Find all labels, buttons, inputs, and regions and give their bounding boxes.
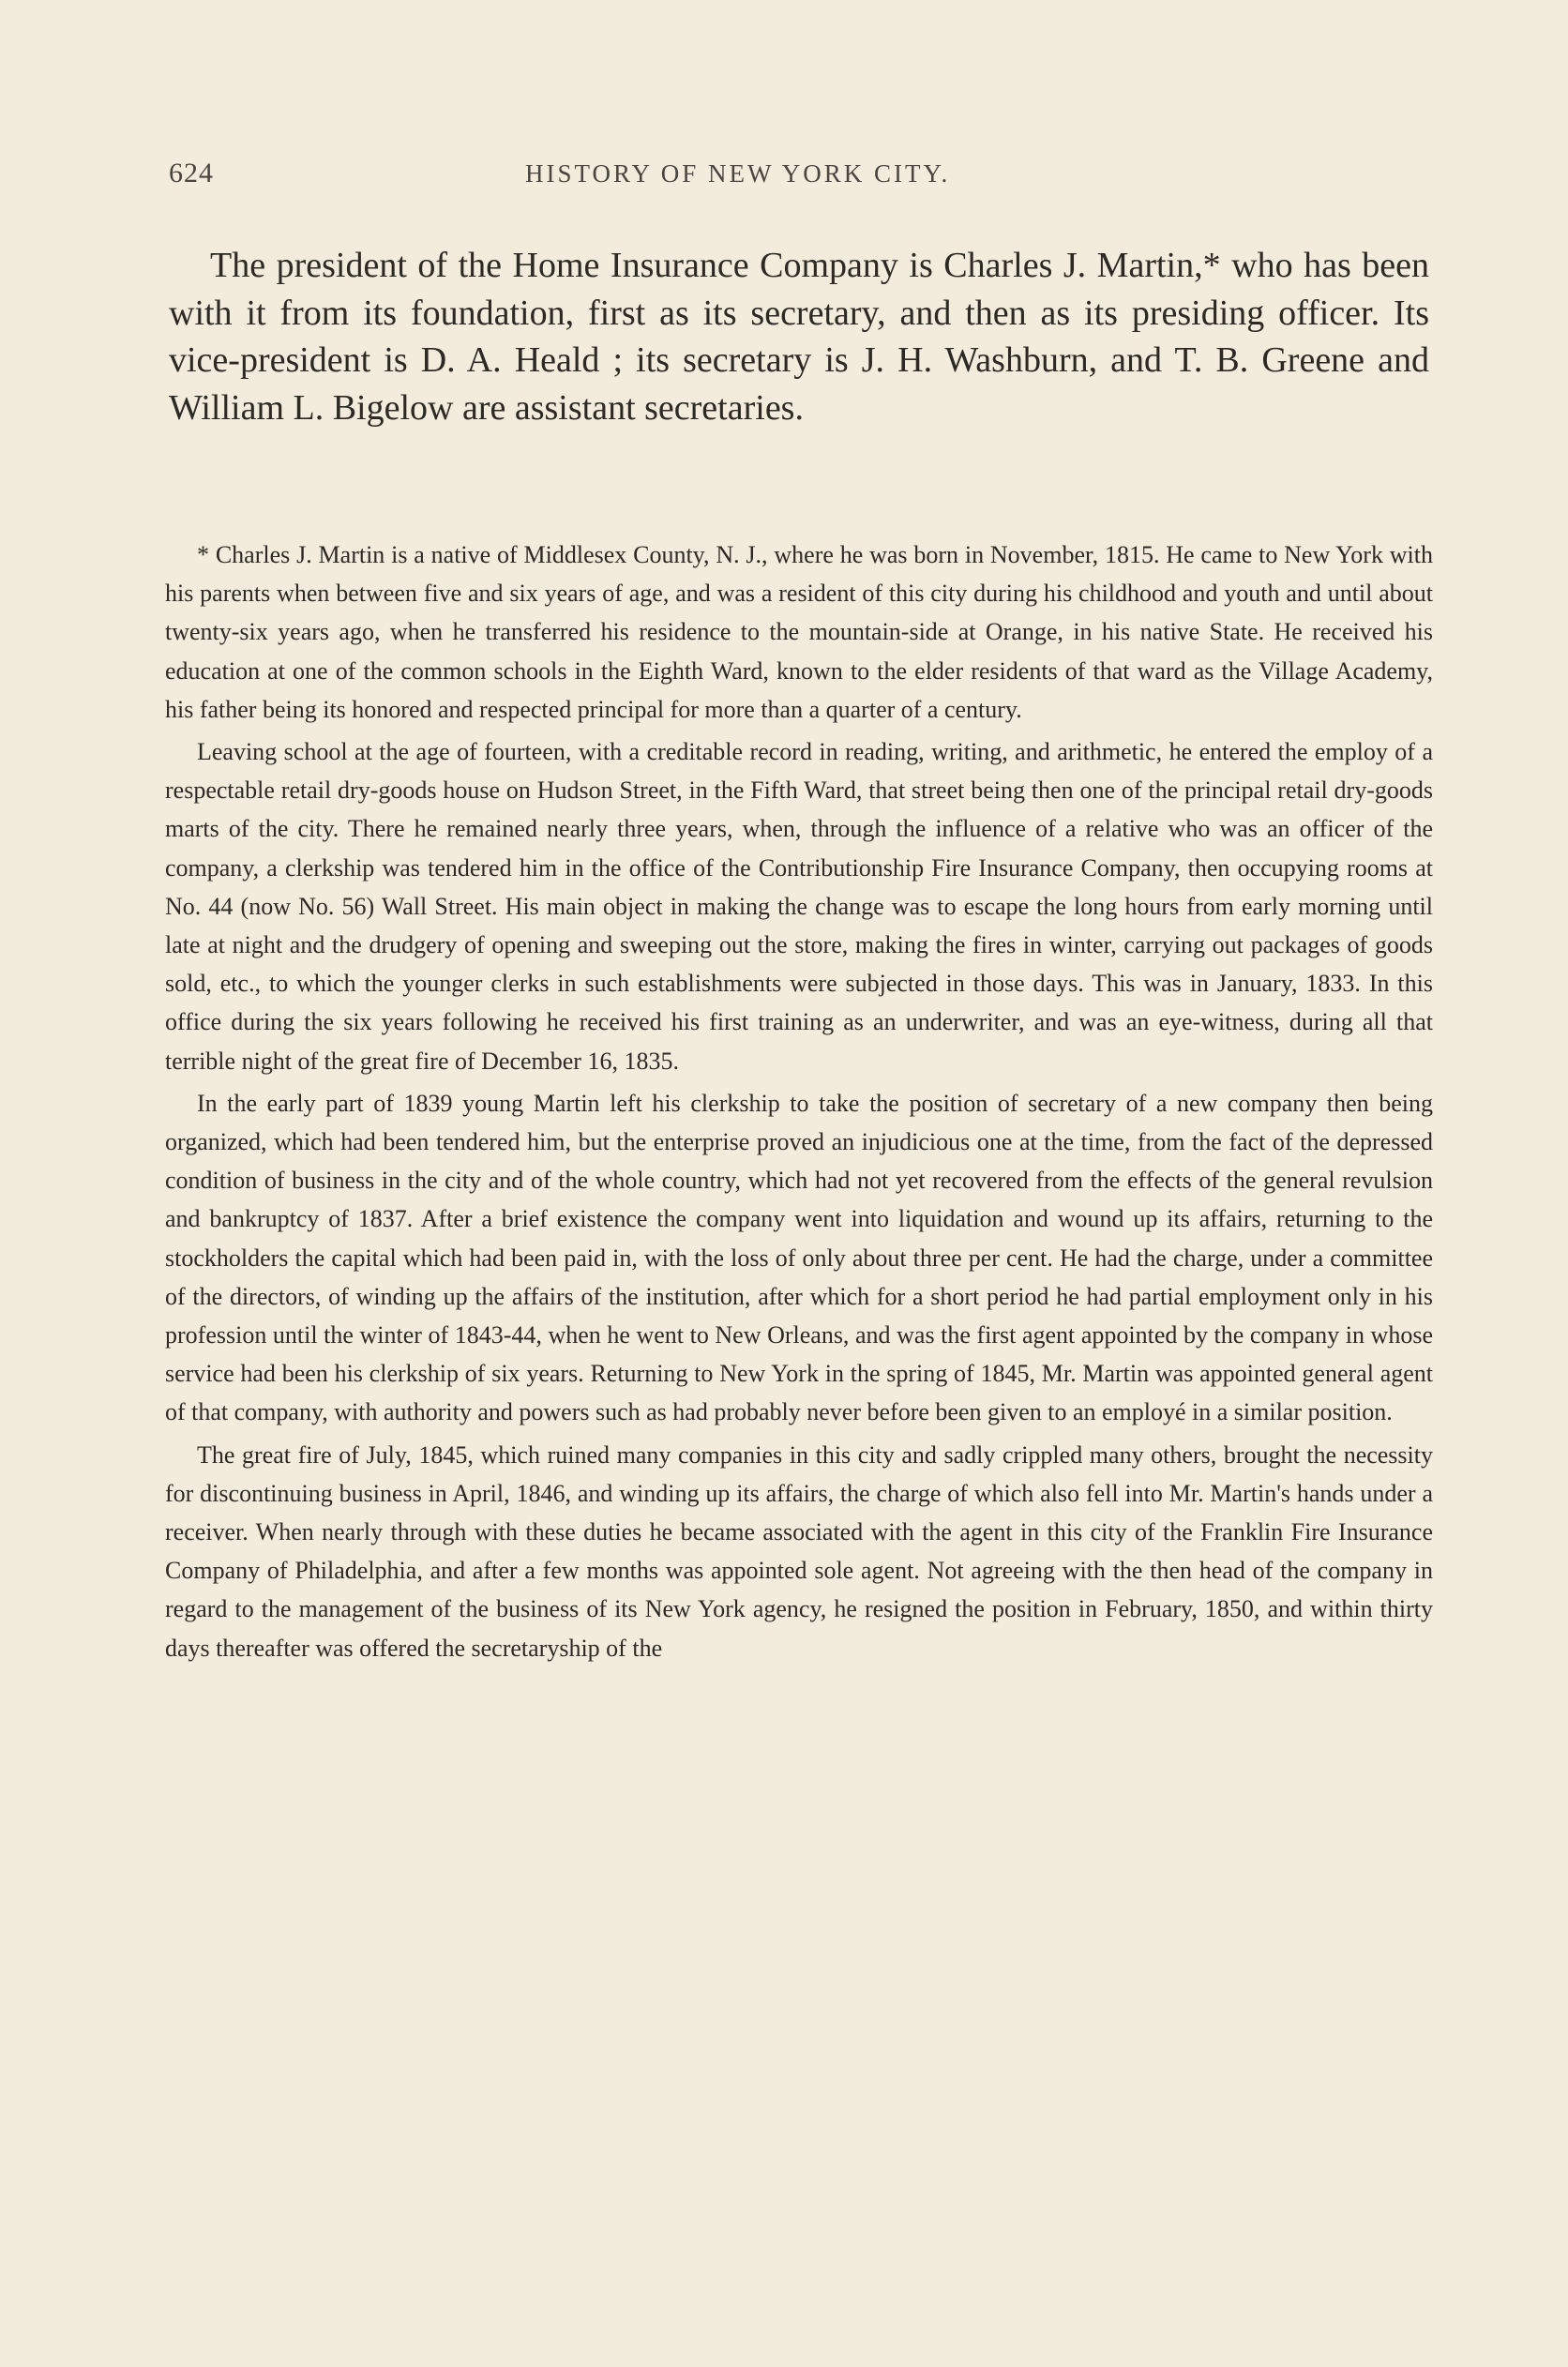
footnote-paragraph: The great fire of July, 1845, which ruined many companies in this city and sadly crippled many others, brought the necessity for discontinuing business in April, 1846, and winding up its affairs, the charge of which also fell into Mr. Martin's hands under a receiver. When nearly through with these duties he became associated with the agent in this city of the Franklin Fire Insurance Company of Philadelphia, and after a few months was appointed sole agent. Not agreeing with the then head of the company in regard to the management of the business of its New York agency, he resigned the position in February, 1850, and within thirty days thereafter was offered the secretaryship of the bbox=[165, 1440, 1433, 1662]
footnote-paragraph: Leaving school at the age of fourteen, with a creditable record in reading, writing, and arithmetic, he entered the employ of a respectable retail dry-goods house on Hudson Street, in the Fifth Ward, that street being then one of the principal retail dry-goods marts of the city. There he remained nearly three years, when, through the influence of a relative who was an officer of the company, a clerkship was tendered him in the office of the Contributionship Fire Insurance Company, then occupying rooms at No. 44 (now No. 56) Wall Street. His main object in making the change was to escape the long hours from early morning until late at night and the drudgery of opening and sweeping out the store, making the fires in winter, carrying out packages of goods sold, etc., to which the younger clerks in such establishments were subjected in those days. This was in January, 1833. In this office during the six years following he received his first training as an underwriter, and was an eye-witness, during all that terrible night of the great fire of December 16, 1835. bbox=[165, 738, 1433, 1075]
running-head bbox=[169, 158, 1425, 195]
footnote-paragraph: In the early part of 1839 young Martin left his clerkship to take the position of secretary of a new company then being organized, which had been tendered him, but the enterprise proved an injudicious one at the time, from the fact of the depressed condition of business in the city and of the whole country, which had not yet recovered from the effects of the general revulsion and bankruptcy of 1837. After a brief existence the company went into liquidation and wound up its affairs, returning to the stockholders the capital which had been paid in, with the loss of only about three per cent. He had the charge, under a committee of the directors, of winding up the affairs of the institution, after which for a short period he had partial employment only in his profession until the winter of 1843-44, when he went to New Orleans, and was the first agent appointed by the company in whose service had been his clerkship of six years. Returning to New York in the spring of 1845, Mr. Martin was appointed general agent of that company, with authority and powers such as had probably never before been given to an employé in a similar position. bbox=[165, 1089, 1433, 1426]
footnote-paragraph: * Charles J. Martin is a native of Middlesex County, N. J., where he was born in November, 1815. He came to New York with his parents when between five and six years of age, and was a resident of this city during his childhood and youth and until about twenty-six years ago, when he transferred his residence to the mountain-side at Orange, in his native State. He received his education at one of the common schools in the Eighth Ward, known to the elder residents of that ward as the Village Academy, his father being its honored and respected principal for more than a quarter of a century. bbox=[165, 541, 1433, 723]
footnote bbox=[165, 535, 1433, 1671]
running-title: HISTORY OF NEW YORK CITY. bbox=[525, 159, 951, 188]
body-paragraph: The president of the Home Insurance Company is Charles J. Martin,* who has been with it from its foundation, first as its secretary, and then as its presiding officer. Its vice-president is D. A. Heald ; its secretary is J. H. Washburn, and T. B. Greene and William L. Bigelow are assistant secretaries. bbox=[169, 246, 1429, 428]
page-number: 624 bbox=[169, 158, 214, 188]
